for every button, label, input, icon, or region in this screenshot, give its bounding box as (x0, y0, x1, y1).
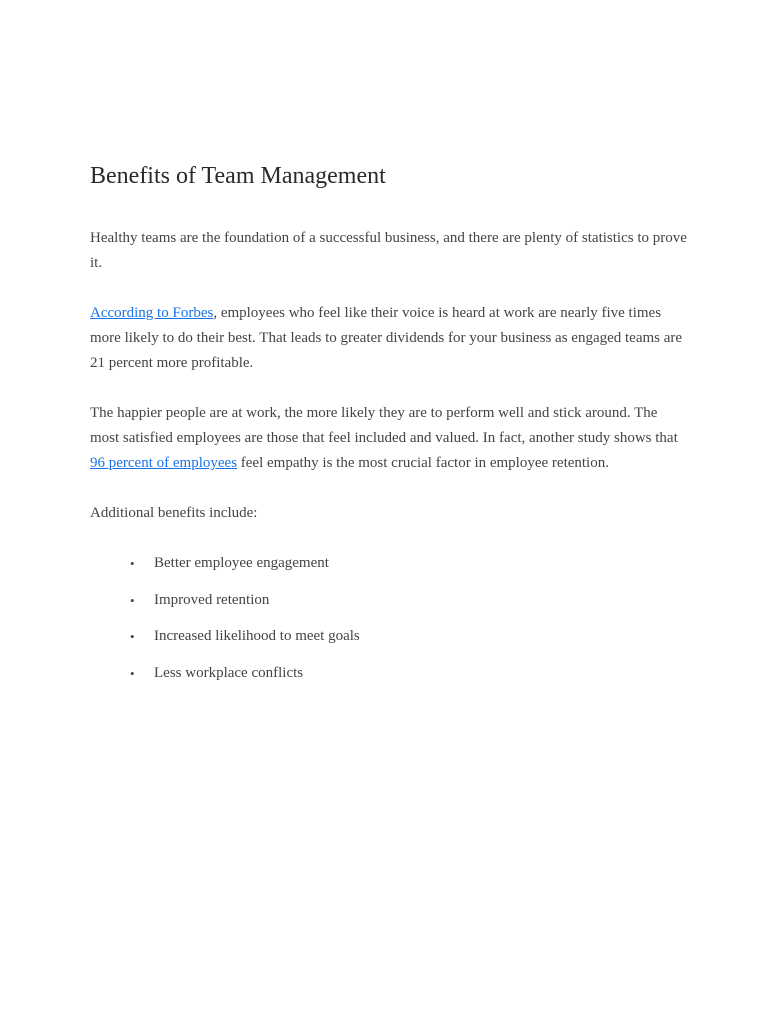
forbes-paragraph (90, 301, 690, 376)
list-item-text: Better employee engagement (154, 555, 329, 571)
forbes-paragraph-text: , employees who feel like their voice is heard at work are nearly five times more likely to do their best. That leads to greater dividends for your business as engaged teams are 21 percent more profitable. (90, 305, 683, 371)
list-item (130, 624, 690, 649)
list-item (130, 551, 690, 576)
page-title: Benefits of Team Management (90, 163, 386, 189)
forbes-link[interactable]: According to Forbes (90, 305, 214, 321)
list-item-text: Increased likelihood to meet goals (154, 628, 360, 644)
document-page (90, 160, 690, 697)
intro-paragraph: Healthy teams are the foundation of a successful business, and there are plenty of statistics to prove it. (90, 230, 687, 271)
bullet-icon: • (130, 665, 135, 681)
happier-paragraph-text-before: The happier people are at work, the more likely they are to perform well and stick around. The most satisfied employees are those that feel included and valued. In fact, another study shows that (90, 405, 678, 446)
benefits-list (90, 551, 690, 686)
additional-benefits-intro: Additional benefits include: (90, 505, 258, 521)
list-item-text: Improved retention (154, 591, 270, 608)
bullet-icon: • (130, 629, 135, 644)
bullet-icon: • (130, 592, 135, 608)
happier-paragraph (90, 401, 690, 476)
list-item (130, 588, 690, 613)
bullet-icon: • (130, 556, 135, 571)
list-item-text: Less workplace conflicts (154, 664, 304, 681)
happier-paragraph-text-after: feel empathy is the most crucial factor in employee retention. (237, 455, 609, 471)
list-item (130, 661, 690, 686)
employees-study-link[interactable]: 96 percent of employees (90, 455, 238, 471)
